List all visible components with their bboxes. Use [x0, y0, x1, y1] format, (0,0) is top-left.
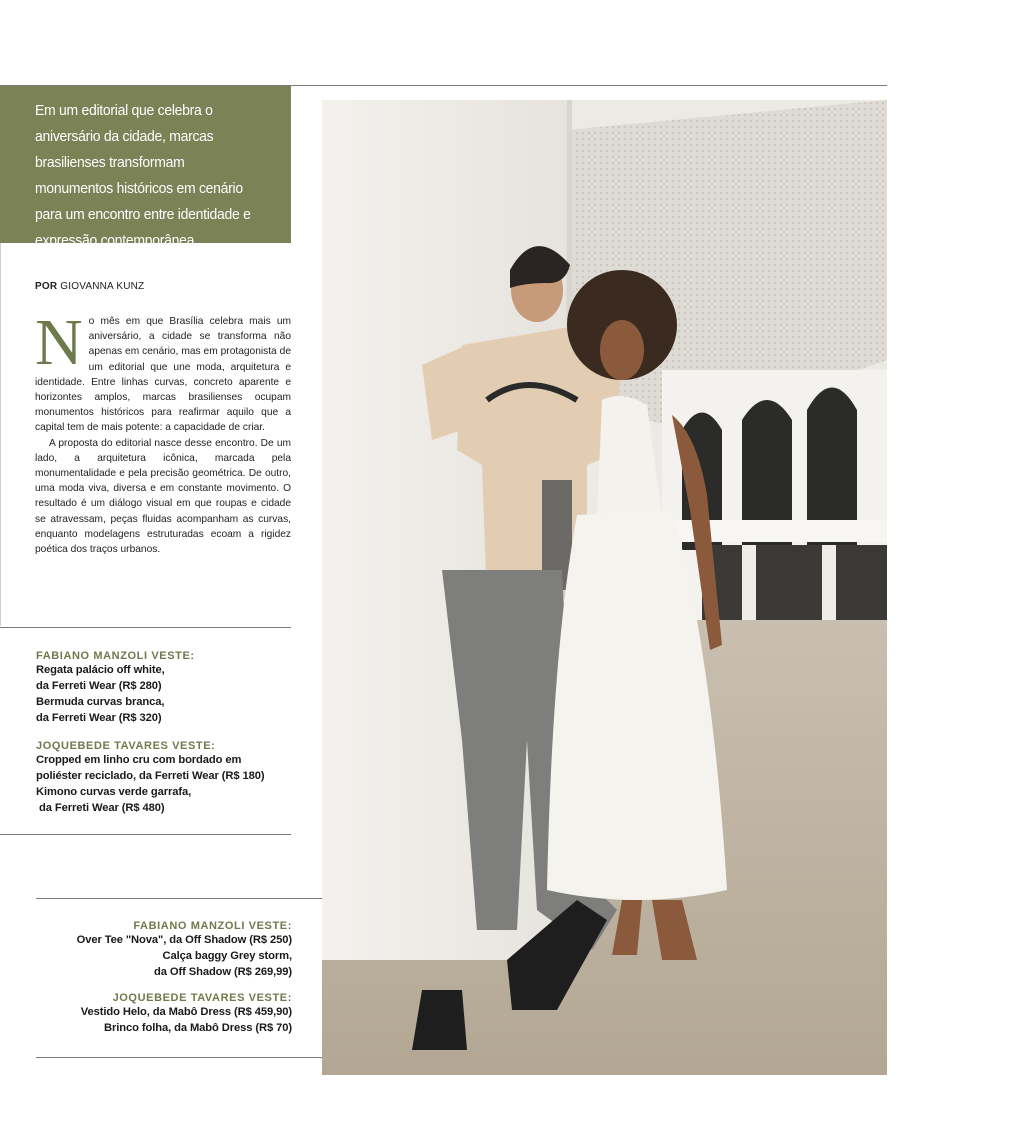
credit-line: Brinco folha, da Mabô Dress (R$ 70) [104, 1022, 292, 1034]
credit-line: Vestido Helo, da Mabô Dress (R$ 459,90) [80, 1006, 292, 1018]
credit-line: Regata palácio off white, [36, 664, 165, 676]
credit-line: da Ferreti Wear (R$ 480) [36, 802, 165, 814]
credit-heading: FABIANO MANZOLI VESTE: [133, 920, 292, 932]
credits-right-top-rule [36, 898, 322, 899]
credit-heading: JOQUEBEDE TAVARES VESTE: [36, 740, 216, 752]
byline-author: GIOVANNA KUNZ [60, 281, 145, 292]
credit-line: Kimono curvas verde garrafa, [36, 786, 192, 798]
credit-line: Over Tee "Nova", da Off Shadow (R$ 250) [76, 934, 292, 946]
credit-line: da Off Shadow (R$ 269,99) [154, 966, 292, 978]
left-column-rule [0, 243, 1, 626]
editorial-photo [322, 100, 887, 1075]
lede-text: Em um editorial que celebra o aniversário da cidade, marcas brasilienses transformam monumentos históricos em cenário para um encontro entre identidade e expressão contemporânea [35, 102, 251, 249]
article-body [35, 306, 291, 557]
photo-illustration [322, 100, 887, 1075]
byline-prefix: POR [35, 281, 58, 292]
credit-line: da Ferreti Wear (R$ 320) [36, 712, 162, 724]
credit-line: poliéster reciclado, da Ferreti Wear (R$ 180) [36, 770, 265, 782]
credits-bottom-rule [0, 834, 291, 835]
credit-line: Calça baggy Grey storm, [162, 950, 292, 962]
credits-right-bottom-rule [36, 1057, 322, 1058]
credit-line: Bermuda curvas branca, [36, 696, 165, 708]
article-paragraph-2: A proposta do editorial nasce desse encontro. De um lado, a arquitetura icônica, marcada pela monumentalidade e pela precisão geométrica. De outro, uma moda viva, diversa e em constante movimento. O resultado é um diálogo visual em que roupas e cidade se atravessam, peças fluidas acompanham as curvas, enquanto modelagens estruturadas ecoam a rigidez poética dos traços urbanos. [35, 437, 291, 556]
drop-cap: N [35, 306, 83, 379]
credit-heading: JOQUEBEDE TAVARES VESTE: [112, 992, 292, 1004]
lede-box [0, 86, 291, 249]
credit-line: Cropped em linho cru com bordado em [36, 754, 242, 766]
article-paragraph-1-text: o mês em que Brasília celebra mais um aniversário, a cidade se transforma não apenas em cenário, mas em protagonista de um editorial que une moda, arquitetura e identidade. Entre linhas curvas, concreto aparente e horizontes amplos, marcas brasilienses ocupam monumentos históricos para reafirmar aquilo que a capital tem de mais potente: a capacidade de criar. [35, 316, 291, 434]
credits-right [36, 920, 292, 1036]
credits-top-rule [0, 627, 291, 628]
credit-line: da Ferreti Wear (R$ 280) [36, 680, 162, 692]
article-paragraph-1 [35, 306, 291, 436]
byline [35, 281, 144, 292]
credit-heading: FABIANO MANZOLI VESTE: [36, 650, 195, 662]
credits-left [36, 650, 296, 816]
